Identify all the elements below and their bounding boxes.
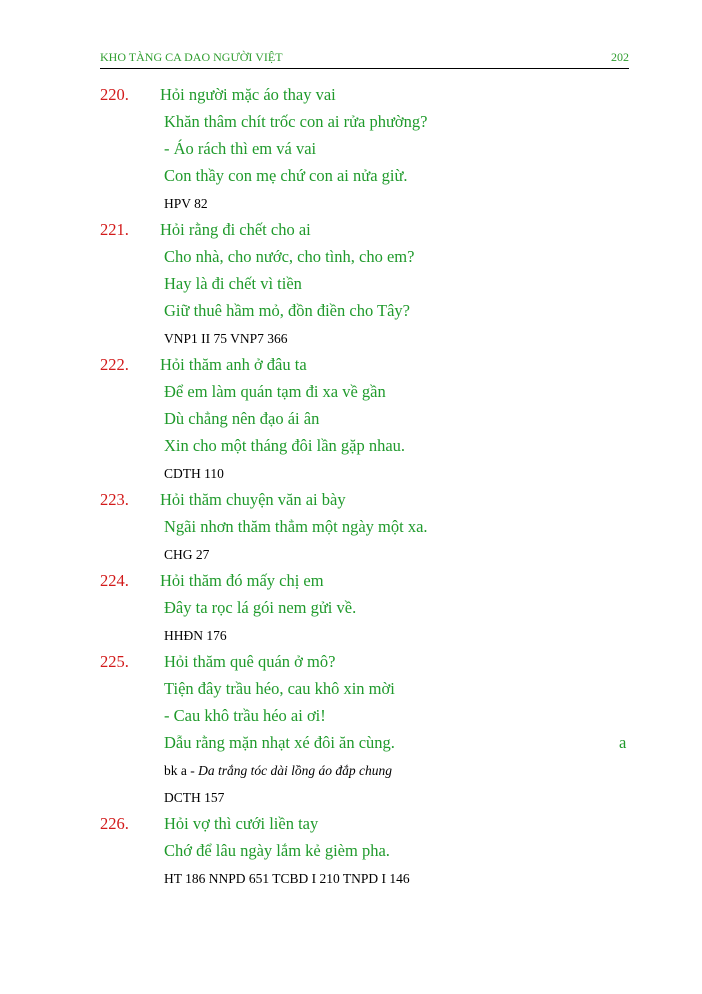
entry-number: 225. <box>100 652 129 671</box>
verse-line: Hỏi thăm đó mấy chị em <box>160 571 324 590</box>
source-citation: HHĐN 176 <box>164 628 227 643</box>
verse-line: Hỏi rằng đi chết cho ai <box>160 220 311 239</box>
entry-number: 226. <box>100 814 129 833</box>
entry-number: 221. <box>100 220 129 239</box>
source-citation: DCTH 157 <box>164 790 225 805</box>
verse-line: Giữ thuê hầm mỏ, đồn điền cho Tây? <box>164 301 411 320</box>
page-number: 202 <box>611 50 629 64</box>
poem-list <box>0 84 702 894</box>
poem-entry-222 <box>0 354 702 489</box>
verse-line: Dẫu rằng mặn nhạt xé đôi ăn cùng. <box>164 733 395 752</box>
verse-line: Dù chẳng nên đạo ái ân <box>164 409 320 428</box>
verse-line: Hỏi thăm quê quán ở mô? <box>164 652 336 671</box>
verse-line: Hỏi thăm chuyện văn ai bày <box>160 490 346 509</box>
verse-line: - Cau khô trầu héo ai ơi! <box>164 706 326 725</box>
verse-line: Hỏi vợ thì cưới liền tay <box>164 814 319 833</box>
verse-line: Hay là đi chết vì tiền <box>164 274 302 293</box>
verse-line: Hỏi thăm anh ở đâu ta <box>160 355 307 374</box>
source-citation: HPV 82 <box>164 196 208 211</box>
entry-number: 222. <box>100 355 129 374</box>
verse-line: Ngãi nhơn thăm thẳm một ngày một xa. <box>164 517 428 536</box>
variant-note <box>164 761 392 781</box>
verse-line: Để em làm quán tạm đi xa về gần <box>164 382 386 401</box>
verse-line: Khăn thâm chít trốc con ai rửa phường? <box>164 112 428 131</box>
source-citation: HT 186 NNPD 651 TCBD I 210 TNPD I 146 <box>164 871 410 886</box>
page-header <box>100 50 629 69</box>
variant-prefix: bk a - <box>164 763 199 778</box>
entry-number: 223. <box>100 490 129 509</box>
verse-line: Xin cho một tháng đôi lần gặp nhau. <box>164 436 406 455</box>
verse-line: Đây ta rọc lá gói nem gửi về. <box>164 598 357 617</box>
poem-entry-225 <box>0 651 702 813</box>
poem-entry-220 <box>0 84 702 219</box>
header-title: KHO TÀNG CA DAO NGƯỜI VIỆT <box>100 50 283 64</box>
source-citation: CHG 27 <box>164 547 210 562</box>
verse-line: Con thầy con mẹ chứ con ai nửa giừ. <box>164 166 408 185</box>
poem-entry-226 <box>0 813 702 894</box>
verse-line: - Áo rách thì em vá vai <box>164 139 317 158</box>
entry-number: 220. <box>100 85 129 104</box>
verse-line: Cho nhà, cho nước, cho tình, cho em? <box>164 247 415 266</box>
verse-line: Chớ để lâu ngày lắm kẻ gièm pha. <box>164 841 390 860</box>
source-citation: VNP1 II 75 VNP7 366 <box>164 331 288 346</box>
verse-line: Tiện đây trầu héo, cau khô xin mời <box>164 679 395 698</box>
entry-number: 224. <box>100 571 129 590</box>
variant-marker: a <box>619 733 627 752</box>
source-citation: CDTH 110 <box>164 466 224 481</box>
poem-entry-223 <box>0 489 702 570</box>
poem-entry-221 <box>0 219 702 354</box>
variant-text: Da trắng tóc dài lồng áo đắp chung <box>198 763 392 778</box>
poem-entry-224 <box>0 570 702 651</box>
verse-line: Hỏi người mặc áo thay vai <box>160 85 336 104</box>
